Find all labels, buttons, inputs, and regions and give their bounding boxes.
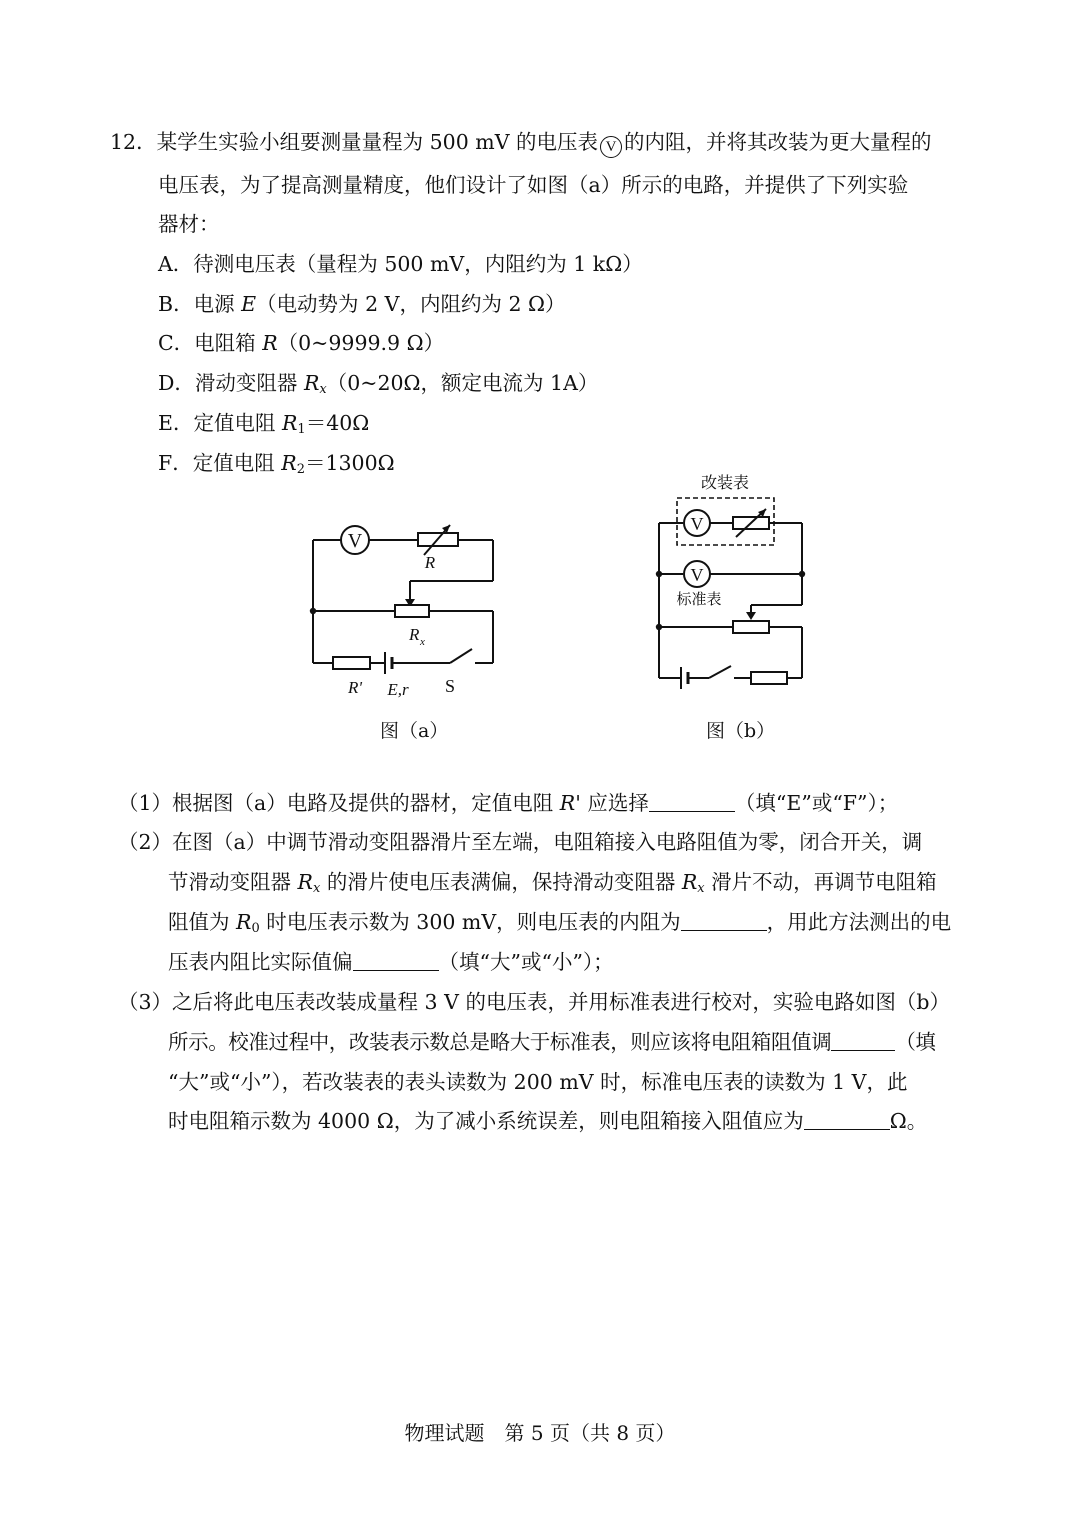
svg-text:改装表: 改装表 bbox=[700, 475, 750, 492]
svg-text:V: V bbox=[347, 530, 363, 552]
option-f: F．定值电阻 $R_2=1300\Omega$ bbox=[158, 451, 395, 477]
answer-blank-1[interactable] bbox=[649, 811, 735, 812]
subquestion-3-line-2: 所示。校准过程中，改装表示数总是略大于标准表，则应该将电阻箱阻值调 （填 bbox=[168, 1030, 936, 1054]
answer-blank-5[interactable] bbox=[804, 1129, 890, 1130]
option-b: B．电源 E（电动势为 2 V，内阻约为 2 Ω） bbox=[158, 292, 566, 316]
rheostat-Rx bbox=[395, 605, 429, 617]
answer-blank-3[interactable] bbox=[353, 970, 439, 971]
voltmeter-symbol-icon: V bbox=[600, 136, 622, 158]
svg-text:V: V bbox=[690, 565, 704, 585]
fixed-resistor bbox=[751, 672, 787, 684]
subquestion-2-line-1: （2）在图（a）中调节滑动变阻器滑片至左端，电阻箱接入电路阻值为零，闭合开关，调 bbox=[118, 830, 923, 854]
option-e: E．定值电阻 $R_1=40\Omega$ bbox=[158, 411, 370, 437]
answer-blank-2[interactable] bbox=[681, 930, 767, 931]
caption-figure-b: 图（b） bbox=[706, 720, 776, 742]
question-line-1: 12．某学生实验小组要测量量程为 500 mV 的电压表 V 的内阻，并将其改装为更大量程的 bbox=[110, 132, 932, 158]
subquestion-3-line-1: （3）之后将此电压表改装成量程 3 V 的电压表，并用标准表进行校对，实验电路如图（b） bbox=[118, 990, 951, 1014]
option-d: D．滑动变阻器 $R_x(0\sim 20\Omega$，额定电流为 1A） bbox=[158, 371, 599, 397]
caption-figure-a: 图（a） bbox=[380, 720, 449, 742]
option-a: A．待测电压表（量程为 500 mV，内阻约为 1 kΩ） bbox=[158, 252, 643, 276]
circuit-figure-b bbox=[645, 468, 825, 698]
svg-text:R': R' bbox=[347, 678, 363, 697]
subquestion-2-line-3: 阻值为 $R_0$ 时电压表示数为 300 mV，则电压表的内阻为 ，用此方法测出的电 bbox=[168, 910, 952, 936]
svg-text:x: x bbox=[420, 636, 425, 648]
page-footer: 物理试题 第 5 页（共 8 页） bbox=[404, 1421, 676, 1445]
svg-text:R: R bbox=[424, 553, 436, 572]
answer-blank-4[interactable] bbox=[831, 1050, 895, 1051]
subquestion-3-line-3: “大”或“小”），若改装表的表头读数为 200 mV 时，标准电压表的读数为 1 V，此 bbox=[168, 1070, 908, 1094]
fixed-resistor-Rprime bbox=[333, 657, 370, 669]
subquestion-2-line-4: 压表内阻比实际值偏 （填“大”或“小”）； bbox=[168, 950, 614, 974]
svg-text:S: S bbox=[444, 676, 456, 696]
switch-S bbox=[709, 666, 731, 678]
subquestion-3-line-4: 时电阻箱示数为 4000 Ω，为了减小系统误差，则电阻箱接入阻值应为 Ω。 bbox=[168, 1109, 928, 1133]
svg-text:R: R bbox=[409, 625, 420, 644]
svg-text:V: V bbox=[690, 514, 704, 534]
svg-text:标准表: 标准表 bbox=[676, 592, 722, 608]
question-number: 12． bbox=[110, 130, 157, 154]
subquestion-1: （1）根据图（a）电路及提供的器材，定值电阻 R' 应选择 （填“E”或“F”）； bbox=[118, 791, 899, 815]
svg-text:E,r: E,r bbox=[387, 680, 409, 699]
option-c: C．电阻箱 R（0~9999.9 Ω） bbox=[158, 331, 445, 355]
question-line-3: 器材： bbox=[158, 212, 220, 236]
subquestion-2-line-2: 节滑动变阻器 $R_x$ 的滑片使电压表满偏，保持滑动变阻器 $R_x$ 滑片不动，再调节电阻箱 bbox=[168, 870, 937, 896]
question-line-2: 电压表，为了提高测量精度，他们设计了如图（a）所示的电路，并提供了下列实验 bbox=[158, 173, 909, 197]
switch-S bbox=[450, 649, 472, 663]
circuit-figure-a bbox=[300, 515, 520, 705]
rheostat-Rx bbox=[733, 621, 769, 633]
